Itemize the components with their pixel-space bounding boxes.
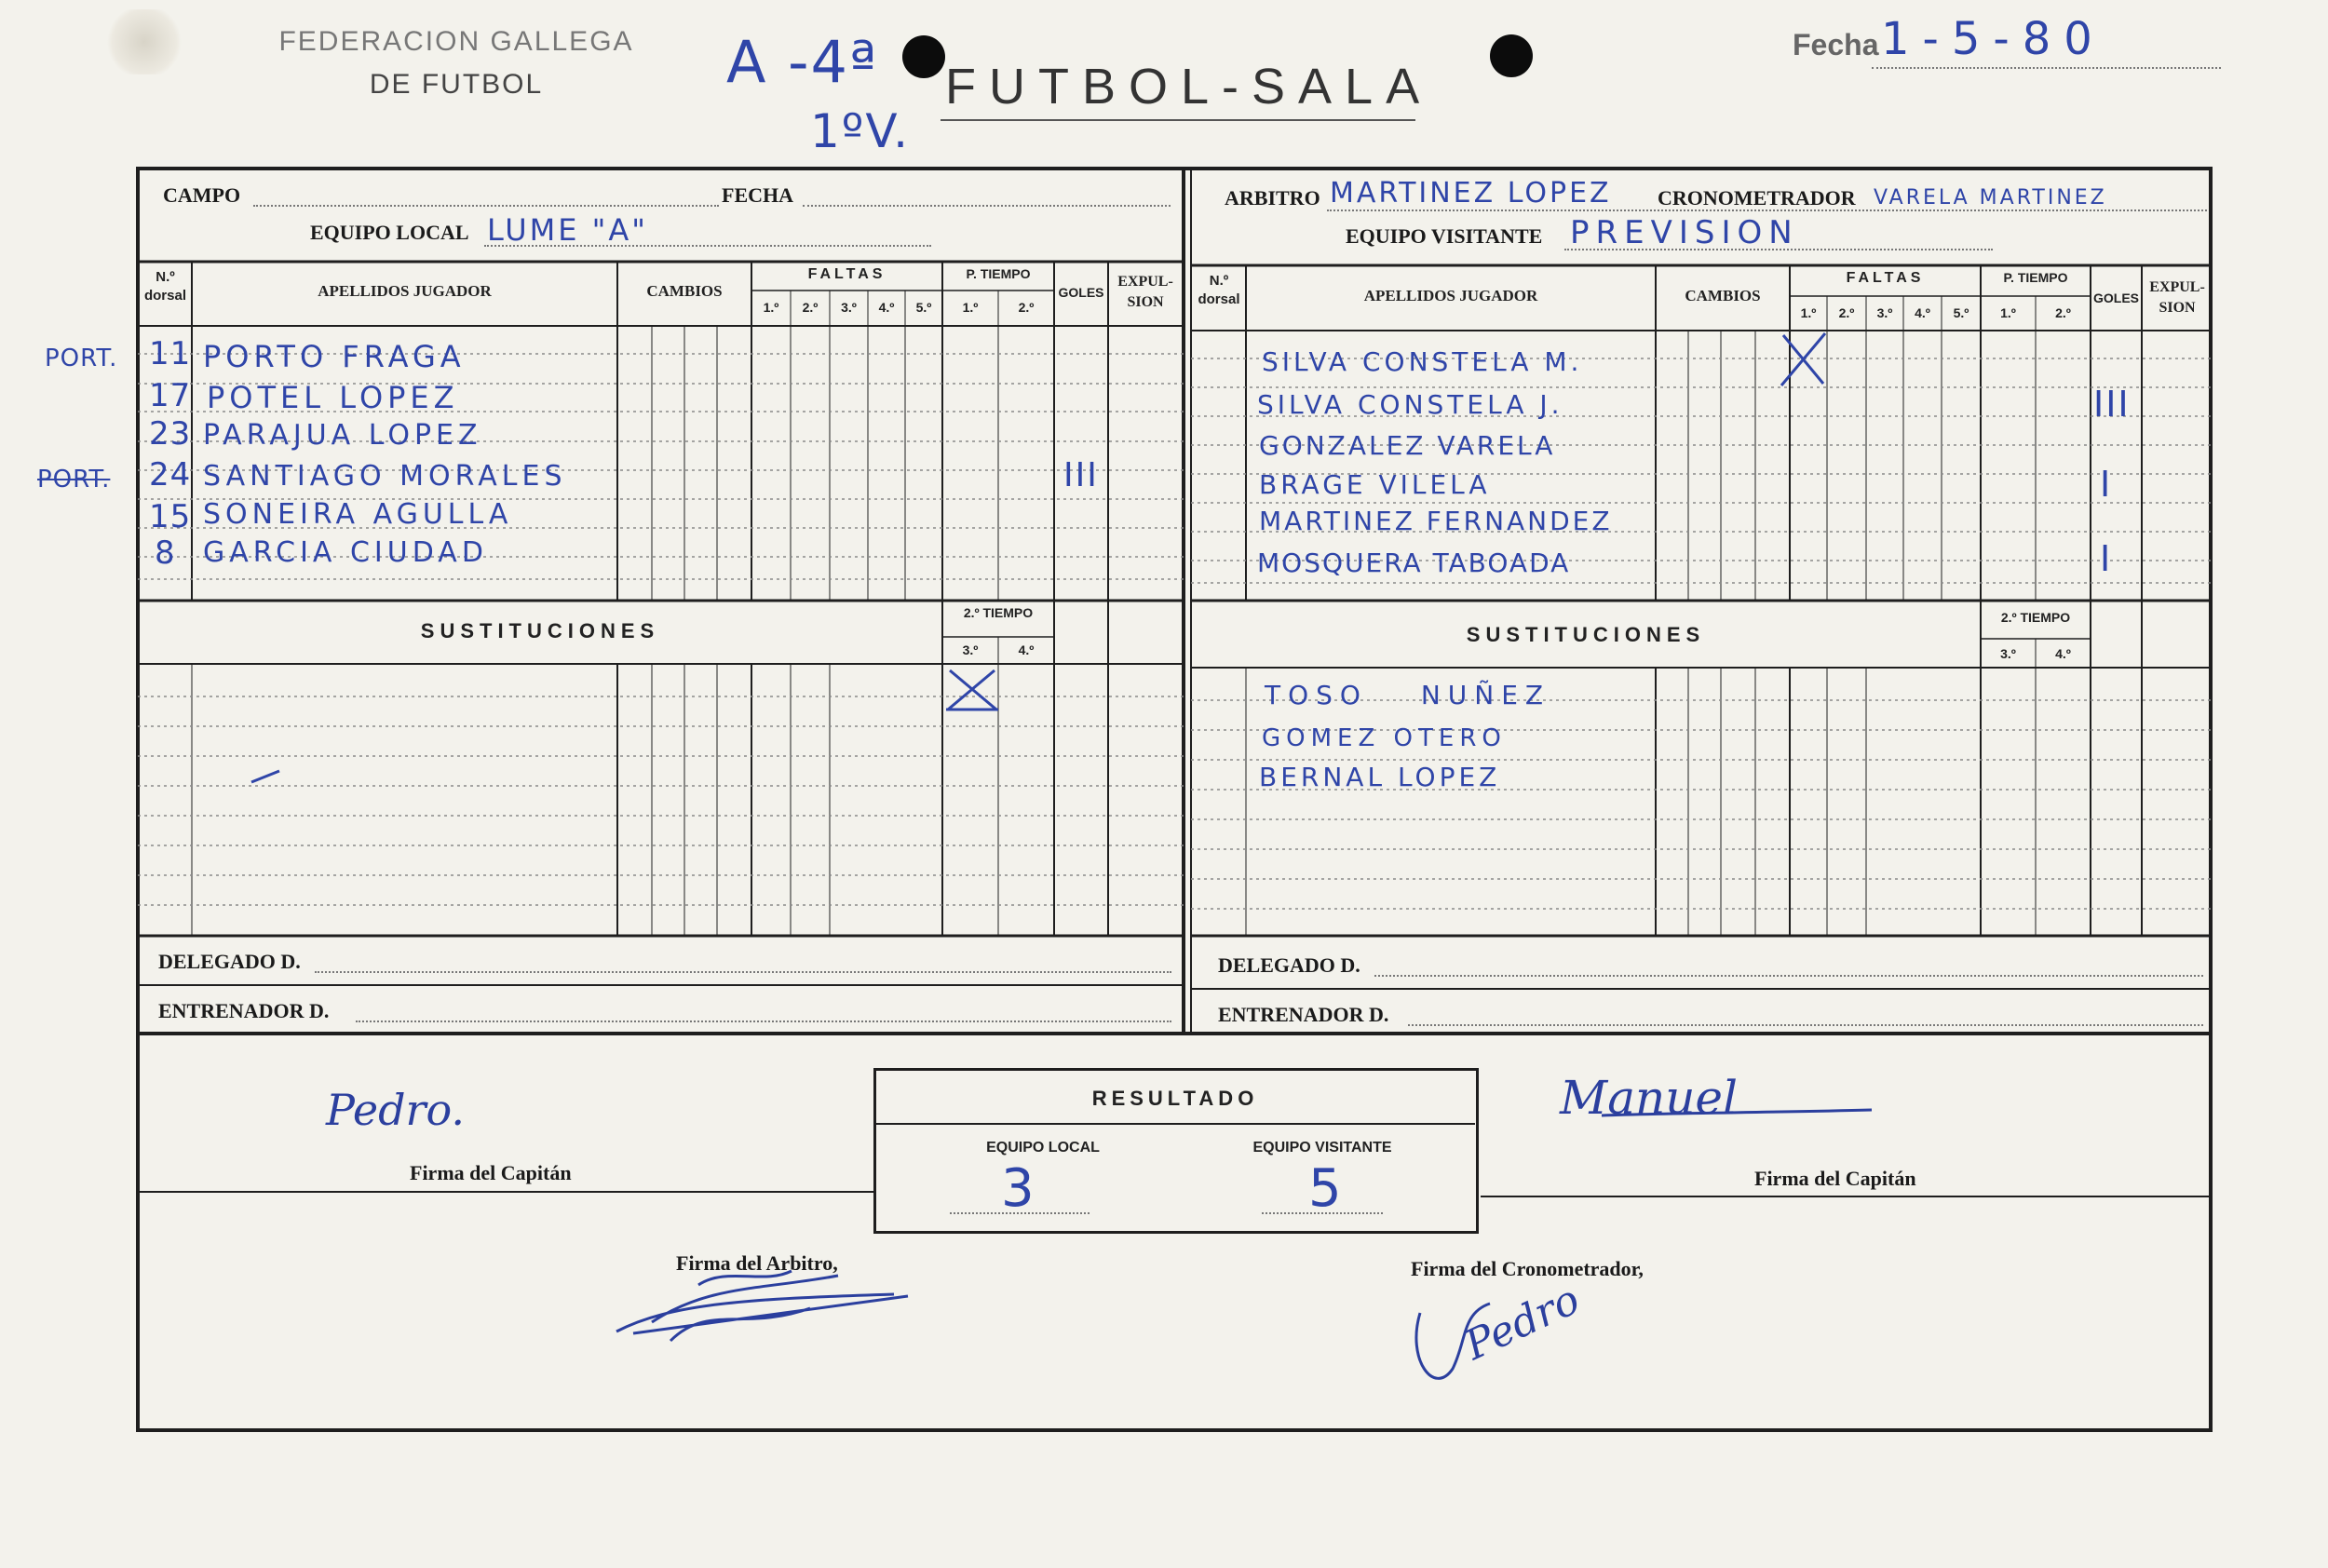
- resultado-visitante-value[interactable]: 5: [1308, 1158, 1347, 1219]
- col-cambios-visitante: CAMBIOS: [1685, 287, 1761, 304]
- falta-1-local: 1.º: [763, 300, 779, 315]
- col-ptiempo-local: P. TIEMPO: [966, 266, 1031, 281]
- col-dorsal-local: N.º dorsal: [143, 269, 186, 304]
- equipo-local-label: EQUIPO LOCAL: [310, 221, 469, 244]
- player-name-visitante-4[interactable]: BRAGE VILELA: [1259, 469, 1491, 500]
- firma-capitan-local-label: Firma del Capitán: [410, 1161, 572, 1184]
- equipo-visitante-underline: [1564, 249, 1993, 250]
- falta-5-visitante: 5.º: [1953, 305, 1969, 320]
- player-name-local-5[interactable]: SONEIRA AGULLA: [203, 498, 513, 531]
- faltas-sub-visitante: [1790, 305, 1981, 320]
- segundo-tiempo-visitante: 2.º TIEMPO: [2000, 610, 2071, 625]
- campo-label: CAMPO: [163, 183, 241, 207]
- player-name-local-6[interactable]: GARCIA CIUDAD: [203, 536, 488, 569]
- dorsal-local-3[interactable]: 23: [149, 415, 192, 453]
- firma-cronometrador: Pedro: [1457, 1276, 1588, 1370]
- falta-1-visitante: 1.º: [1800, 305, 1817, 320]
- side-note-porteria-2: PORT.: [37, 466, 111, 493]
- col-faltas-local: FALTAS: [807, 266, 887, 282]
- fecha-value: 1-5-80: [1881, 13, 2105, 65]
- delegado-label-local: DELEGADO D.: [158, 950, 301, 973]
- col-goles-visitante: GOLES: [2092, 291, 2139, 305]
- resultado-visitante-line: [1262, 1212, 1383, 1214]
- falta-5-local: 5.º: [915, 300, 932, 315]
- delegado-field-visitante[interactable]: [1374, 975, 2203, 977]
- goles-visitante-2[interactable]: III: [2093, 384, 2131, 425]
- sustitucion-visitante-1[interactable]: TOSO NUÑEZ: [1265, 680, 1551, 710]
- resultado-divider: [875, 1123, 1475, 1125]
- resultado-local-value[interactable]: 3: [1001, 1158, 1039, 1219]
- dorsal-local-2[interactable]: 17: [149, 377, 192, 414]
- cronometrador-value[interactable]: VARELA MARTINEZ: [1874, 186, 2107, 210]
- sustituciones-label-visitante: SUSTITUCIONES: [1466, 623, 1706, 646]
- fecha-field-label: FECHA: [722, 183, 793, 207]
- segundo-4-visitante: 4.º: [2055, 646, 2071, 661]
- fecha-field[interactable]: [803, 205, 1171, 207]
- col-ptiempo-visitante: P. TIEMPO: [2003, 270, 2068, 285]
- resultado-visitante-label: EQUIPO VISITANTE: [1252, 1140, 1392, 1156]
- dorsal-local-5[interactable]: 15: [149, 498, 192, 535]
- equipo-visitante-label: EQUIPO VISITANTE: [1346, 224, 1543, 248]
- falta-3-local: 3.º: [841, 300, 857, 315]
- faltas-sub-local: [751, 300, 942, 315]
- round-annotation: 1ºV.: [810, 104, 911, 158]
- dorsal-local-4[interactable]: 24: [149, 456, 192, 493]
- col-cambios-local: CAMBIOS: [646, 282, 723, 300]
- player-name-visitante-3[interactable]: GONZALEZ VARELA: [1259, 430, 1556, 461]
- ptiempo-1-visitante: 1.º: [2000, 305, 2016, 320]
- fecha-label: Fecha: [1793, 28, 1879, 61]
- equipo-local-underline: [484, 245, 931, 247]
- col-expulsion-visitante: EXPUL-SION: [2149, 279, 2205, 316]
- form-title: FUTBOL-SALA: [945, 59, 1433, 115]
- category-annotation: A -4ª: [726, 28, 879, 96]
- entrenador-label-local: ENTRENADOR D.: [158, 999, 330, 1022]
- arbitro-label: ARBITRO: [1225, 186, 1320, 210]
- falta-3-visitante: 3.º: [1876, 305, 1893, 320]
- falta-4-visitante: 4.º: [1915, 305, 1930, 320]
- segundo-tiempo-local: 2.º TIEMPO: [963, 605, 1034, 620]
- player-name-local-2[interactable]: POTEL LOPEZ: [207, 380, 459, 415]
- col-apellidos-visitante: APELLIDOS JUGADOR: [1363, 287, 1538, 304]
- dorsal-local-1[interactable]: 11: [149, 335, 192, 372]
- player-name-visitante-6[interactable]: MOSQUERA TABOADA: [1257, 547, 1571, 578]
- firma-capitan-visitante: Manuel: [1560, 1071, 1738, 1125]
- entrenador-label-visitante: ENTRENADOR D.: [1218, 1003, 1389, 1026]
- equipo-visitante-value[interactable]: PREVISION: [1570, 214, 1799, 251]
- org-name-line1: FEDERACION GALLEGA: [278, 26, 634, 57]
- falta-4-local: 4.º: [878, 300, 895, 315]
- entrenador-field-local[interactable]: [356, 1021, 1171, 1022]
- player-name-visitante-5[interactable]: MARTINEZ FERNANDEZ: [1259, 506, 1613, 536]
- delegado-label-visitante: DELEGADO D.: [1218, 953, 1360, 977]
- resultado-local-label: EQUIPO LOCAL: [986, 1140, 1100, 1156]
- col-dorsal-visitante: N.º dorsal: [1198, 273, 1240, 307]
- goles-local-4[interactable]: III: [1063, 456, 1099, 494]
- ptiempo-2-local: 2.º: [1018, 300, 1035, 315]
- player-name-local-1[interactable]: PORTO FRAGA: [203, 339, 466, 374]
- player-name-local-4[interactable]: SANTIAGO MORALES: [203, 460, 567, 493]
- sustitucion-visitante-3[interactable]: BERNAL LOPEZ: [1259, 762, 1501, 792]
- campo-field[interactable]: [253, 205, 719, 207]
- player-name-visitante-2[interactable]: SILVA CONSTELA J.: [1257, 389, 1563, 420]
- goles-visitante-4[interactable]: I: [2100, 464, 2116, 505]
- dorsal-local-6[interactable]: 8: [155, 534, 176, 572]
- ptiempo-1-local: 1.º: [962, 300, 979, 315]
- delegado-field-local[interactable]: [315, 971, 1171, 973]
- sustituciones-label-local: SUSTITUCIONES: [420, 619, 660, 642]
- goles-visitante-6[interactable]: I: [2100, 538, 2116, 579]
- resultado-local-line: [950, 1212, 1090, 1214]
- firma-capitan-local: Pedro.: [326, 1085, 466, 1135]
- col-faltas-visitante: FALTAS: [1846, 270, 1925, 286]
- segundo-4-local: 4.º: [1018, 642, 1035, 657]
- entrenador-field-visitante[interactable]: [1408, 1024, 2203, 1026]
- cronometrador-label: CRONOMETRADOR: [1658, 186, 1856, 210]
- player-name-visitante-1[interactable]: SILVA CONSTELA M.: [1262, 346, 1583, 377]
- side-note-porteria-1: PORT.: [45, 345, 118, 372]
- col-goles-local: GOLES: [1058, 285, 1104, 300]
- col-expulsion-local: EXPUL-SION: [1117, 274, 1173, 310]
- firma-capitan-visitante-label: Firma del Capitán: [1754, 1167, 1916, 1190]
- falta-2-visitante: 2.º: [1838, 305, 1855, 320]
- ptiempo-2-visitante: 2.º: [2055, 305, 2071, 320]
- firma-cronometrador-label: Firma del Cronometrador,: [1411, 1257, 1644, 1280]
- firma-arbitro-label: Firma del Arbitro,: [676, 1251, 838, 1275]
- falta-2-local: 2.º: [802, 300, 819, 315]
- col-apellidos-local: APELLIDOS JUGADOR: [318, 282, 492, 300]
- arbitro-value[interactable]: MARTINEZ LOPEZ: [1330, 177, 1612, 210]
- sustitucion-visitante-2[interactable]: GOMEZ OTERO: [1262, 724, 1507, 752]
- org-name-line2: DE FUTBOL: [369, 69, 544, 100]
- segundo-3-local: 3.º: [962, 642, 979, 657]
- player-name-local-3[interactable]: PARAJUA LOPEZ: [203, 419, 482, 452]
- segundo-3-visitante: 3.º: [2000, 646, 2016, 661]
- arbitro-underline: [1327, 210, 2207, 211]
- resultado-title: RESULTADO: [1091, 1087, 1259, 1110]
- equipo-local-value[interactable]: LUME "A": [487, 212, 648, 248]
